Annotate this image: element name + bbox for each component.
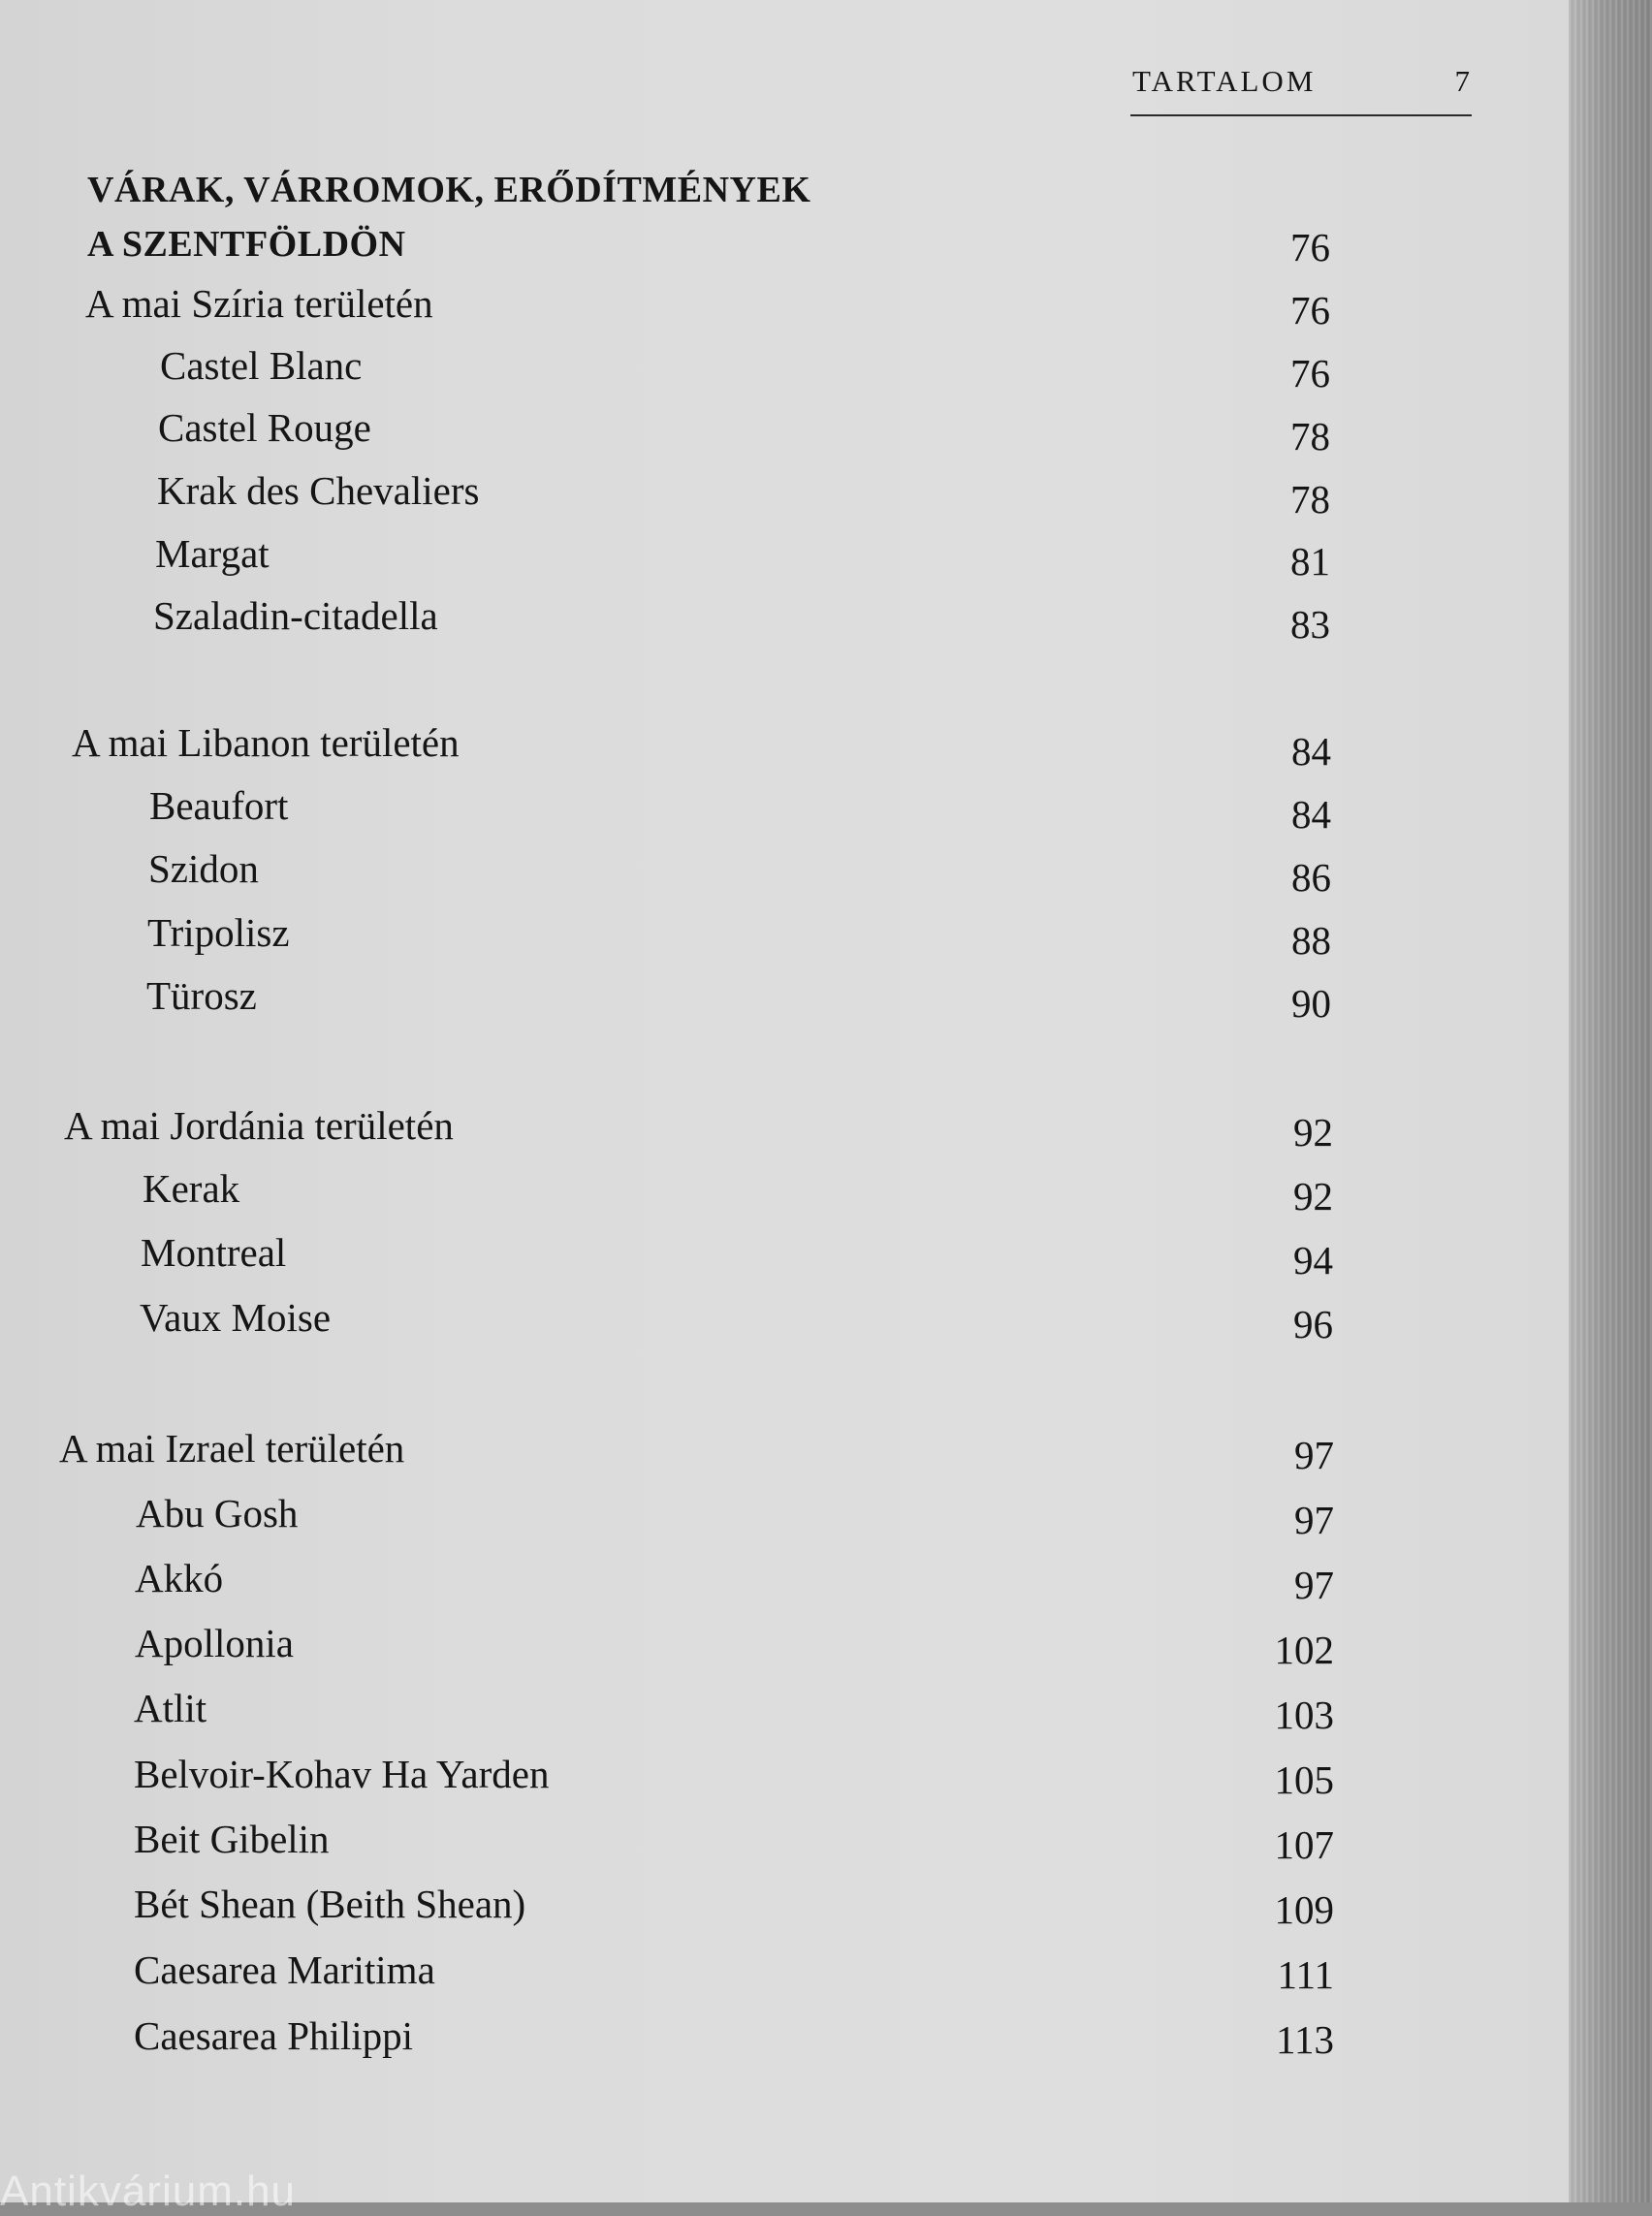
toc-entry: Caesarea Maritima <box>134 1947 435 1992</box>
toc-page-number: 90 <box>1291 981 1331 1026</box>
toc-page-number: 78 <box>1290 414 1330 459</box>
section-heading <box>87 163 810 271</box>
toc-page-number: 105 <box>1274 1757 1334 1802</box>
toc-page-number: 107 <box>1274 1822 1334 1867</box>
running-head <box>1130 60 1472 116</box>
toc-entry: Caesarea Philippi <box>134 2013 414 2058</box>
toc-entry: Szidon <box>148 846 259 891</box>
toc-entry: Krak des Chevaliers <box>157 468 480 513</box>
watermark: Antikvárium.hu <box>0 2168 297 2215</box>
toc-page-number: 84 <box>1291 729 1331 774</box>
toc-entry: Beit Gibelin <box>134 1817 330 1861</box>
running-head-page-number: 7 <box>1454 64 1470 98</box>
toc-entry: Abu Gosh <box>136 1491 299 1535</box>
toc-entry: Montreal <box>141 1230 287 1275</box>
toc-page-number: 92 <box>1293 1174 1333 1219</box>
toc-page-number: 76 <box>1290 351 1330 396</box>
running-head-title: TARTALOM <box>1132 64 1317 98</box>
toc-entry: Margat <box>155 531 270 576</box>
toc-page-number: 78 <box>1290 477 1330 522</box>
toc-page-number: 97 <box>1294 1563 1334 1607</box>
toc-entry: Belvoir-Kohav Ha Yarden <box>134 1752 550 1796</box>
toc-entry: Kerak <box>143 1166 240 1211</box>
toc-page-number: 109 <box>1274 1887 1334 1932</box>
page-edge-stack <box>1569 0 1652 2202</box>
toc-entry: Vaux Moise <box>140 1295 332 1340</box>
toc-page-number: 92 <box>1293 1110 1333 1155</box>
section-page-number: 76 <box>1290 225 1330 269</box>
toc-entry: Apollonia <box>135 1621 294 1665</box>
toc-page-number: 76 <box>1290 288 1330 332</box>
toc-page-number: 84 <box>1291 792 1331 837</box>
toc-page-number: 97 <box>1294 1433 1334 1477</box>
toc-entry-region: A mai Izrael területén <box>59 1426 405 1471</box>
toc-entry: Atlit <box>134 1686 207 1730</box>
toc-entry-region: A mai Szíria területén <box>85 281 433 326</box>
toc-entry: Beaufort <box>149 783 289 828</box>
toc-entry: Szaladin-citadella <box>153 593 438 638</box>
toc-page-number: 113 <box>1276 2017 1334 2062</box>
toc-page-number: 88 <box>1291 918 1331 963</box>
toc-page-number: 81 <box>1290 539 1330 584</box>
toc-page-number: 97 <box>1294 1498 1334 1542</box>
toc-page-number: 83 <box>1290 602 1330 647</box>
toc-page-number: 96 <box>1293 1302 1333 1346</box>
toc-entry: Castel Rouge <box>158 405 371 450</box>
section-heading-line-2: A SZENTFÖLDÖN <box>87 224 406 265</box>
toc-page-number: 94 <box>1293 1238 1333 1282</box>
toc-entry: Akkó <box>135 1556 224 1600</box>
toc-page-number: 103 <box>1274 1693 1334 1737</box>
toc-entry: Bét Shean (Beith Shean) <box>134 1882 526 1926</box>
toc-page-number: 102 <box>1274 1628 1334 1672</box>
toc-page-number: 86 <box>1291 855 1331 900</box>
toc-entry-region: A mai Libanon területén <box>72 720 460 765</box>
toc-entry: Tripolisz <box>147 910 290 955</box>
section-heading-line-1: VÁRAK, VÁRROMOK, ERŐDÍTMÉNYEK <box>87 170 811 210</box>
toc-entry-region: A mai Jordánia területén <box>64 1103 454 1148</box>
toc-entry: Türosz <box>146 973 257 1018</box>
toc-page-number: 111 <box>1277 1952 1334 1997</box>
toc-entry: Castel Blanc <box>160 343 363 388</box>
